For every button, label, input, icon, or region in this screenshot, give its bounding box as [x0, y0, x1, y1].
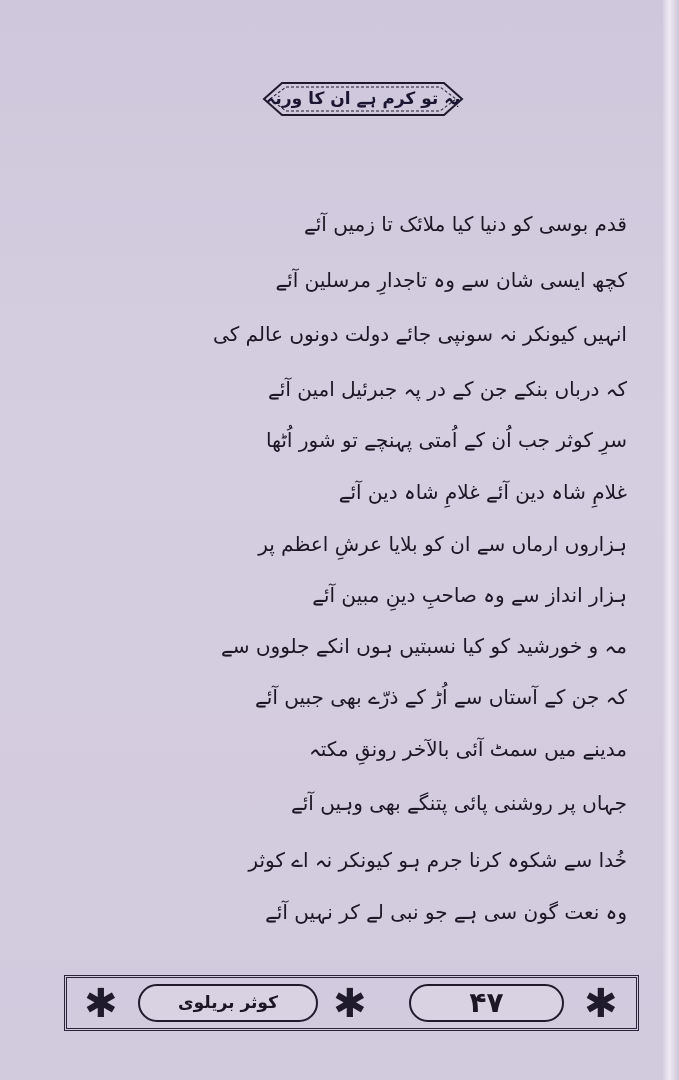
verse-line: سرِ کوثر جب اُن کے اُمتی پہنچے تو شور اُٹھا: [266, 428, 627, 452]
flower-ornament-icon: ✱: [84, 981, 118, 1027]
verse-line: وہ نعت گون سی ہے جو نبی لے کر نہیں آئے: [265, 900, 627, 924]
verse-line: ہزاروں ارماں سے ان کو بلایا عرشِ اعظم پر: [258, 532, 627, 556]
verse-line: کچھ ایسی شان سے وہ تاجدارِ مرسلین آئے: [275, 268, 627, 292]
verse-line: انہیں کیونکر نہ سونپی جائے دولت دونوں عالم کی: [213, 322, 627, 346]
flower-ornament-icon: ✱: [584, 981, 618, 1027]
poet-name: کوثر بریلوی: [138, 984, 318, 1022]
verse-line: ہزار انداز سے وہ صاحبِ دینِ مبین آئے: [312, 583, 627, 607]
heading-banner: [258, 79, 468, 119]
verse-line: جہاں پر روشنی پائی پتنگے بھی وہیں آئے: [291, 791, 627, 815]
page-edge: [663, 0, 679, 1080]
verse-line: غلامِ شاہ دین آئے غلامِ شاہ دین آئے: [338, 480, 627, 504]
verse-line: مدینے میں سمٹ آئی بالآخر رونقِ مکتہ: [309, 737, 627, 761]
page-number: ۴۷: [409, 984, 564, 1022]
verse-line: مہ و خورشید کو کیا نسبتیں ہوں انکے جلووں سے: [221, 634, 627, 658]
verse-line: قدم بوسی کو دنیا کیا ملائک تا زمیں آئے: [304, 212, 627, 236]
verse-line: خُدا سے شکوہ کرنا جرم ہو کیونکر نہ اے کوثر: [248, 848, 627, 872]
flower-ornament-icon: ✱: [333, 981, 367, 1027]
verse-line: کہ جن کے آستاں سے اُڑ کے ذرّے بھی جبیں آئے: [255, 685, 627, 709]
page-title: بہ تو کرم ہے ان کا ورنہ: [265, 89, 461, 109]
verse-line: کہ درباں بنکے جن کے در پہ جبرئیل امین آئے: [268, 377, 627, 401]
